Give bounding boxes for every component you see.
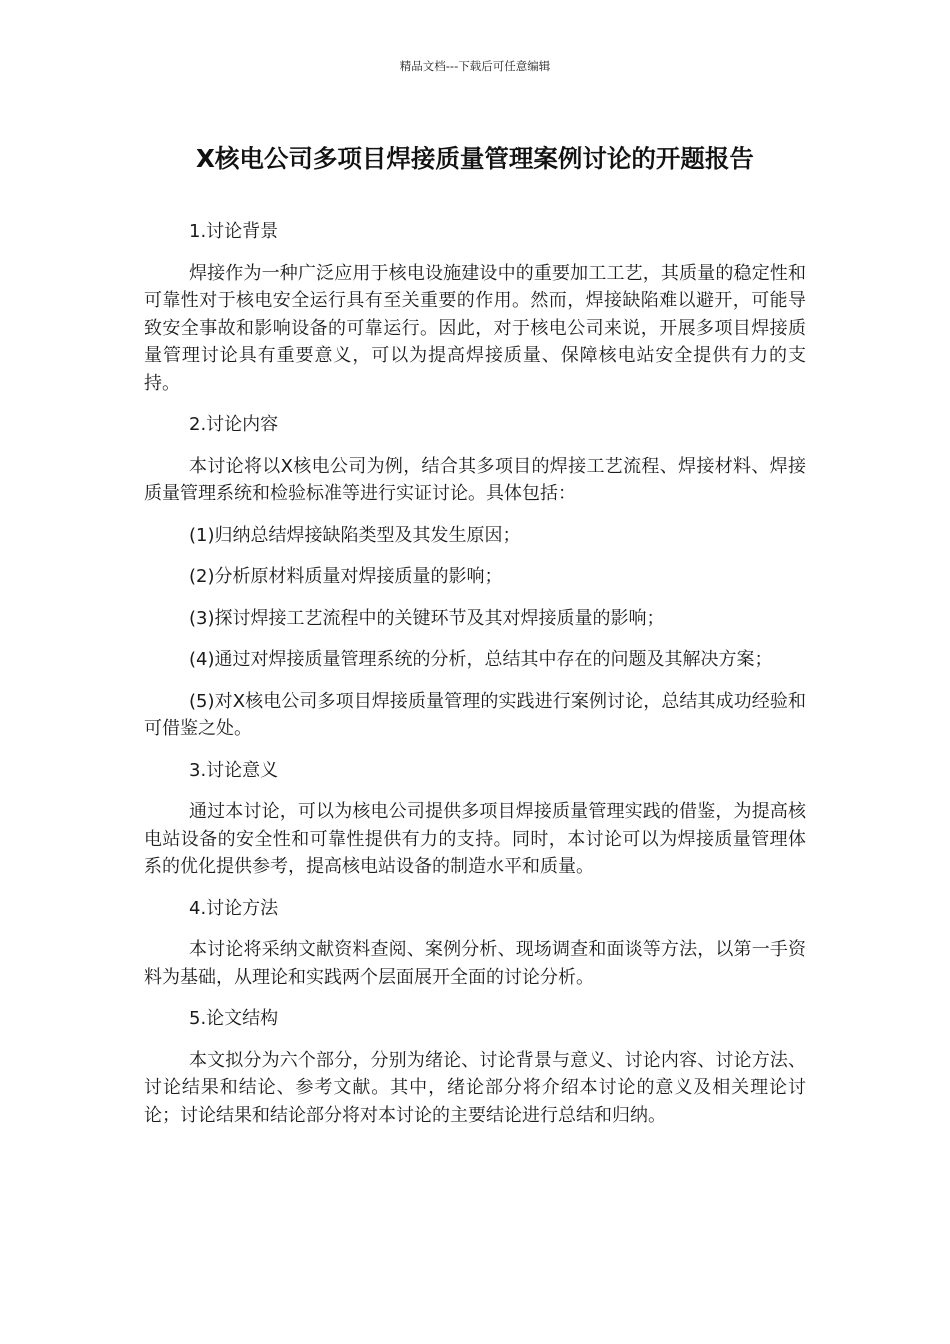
section-heading-structure: 5.论文结构 <box>189 1008 279 1029</box>
list-item-1: (1)归纳总结焊接缺陷类型及其发生原因； <box>189 524 521 546</box>
section-heading-background: 1.讨论背景 <box>189 221 279 242</box>
paragraph-method: 本讨论将采纳文献资料查阅、案例分析、现场调查和面谈等方法，以第一手资料为基础，从理论和实践两个层面展开全面的讨论分析。 <box>144 939 806 988</box>
page-header: 精品文档---下载后可任意编辑 <box>399 59 551 73</box>
paragraph-content-intro: 本讨论将以X核电公司为例，结合其多项目的焊接工艺流程、焊接材料、焊接质量管理系统和检验标准等进行实证讨论。具体包括： <box>144 455 806 504</box>
section-heading-method: 4.讨论方法 <box>189 897 279 919</box>
list-item-3: (3)探讨焊接工艺流程中的关键环节及其对焊接质量的影响； <box>189 607 665 629</box>
list-item-5: (5)对X核电公司多项目焊接质量管理的实践进行案例讨论，总结其成功经验和可借鉴之处。 <box>144 690 806 739</box>
list-item-4: (4)通过对焊接质量管理系统的分析，总结其中存在的问题及其解决方案； <box>189 649 773 670</box>
list-item-2: (2)分析原材料质量对焊接质量的影响； <box>189 566 503 587</box>
paragraph-significance: 通过本讨论，可以为核电公司提供多项目焊接质量管理实践的借鉴，为提高核电站设备的安全性和可靠性提供有力的支持。同时，本讨论可以为焊接质量管理体系的优化提供参考，提高核电站设备的制造水平和质量。 <box>144 801 806 877</box>
paragraph-structure: 本文拟分为六个部分，分别为绪论、讨论背景与意义、讨论内容、讨论方法、讨论结果和结论、参考文献。其中，绪论部分将介绍本讨论的意义及相关理论讨论；讨论结果和结论部分将对本讨论的主要结论进行总结和归纳。 <box>144 1049 806 1126</box>
document-body <box>144 218 806 1143</box>
section-heading-significance: 3.讨论意义 <box>189 759 279 781</box>
paragraph-background: 焊接作为一种广泛应用于核电设施建设中的重要加工工艺，其质量的稳定性和可靠性对于核电安全运行具有至关重要的作用。然而，焊接缺陷难以避开，可能导致安全事故和影响设备的可靠运行。因此，对于核电公司来说，开展多项目焊接质量管理讨论具有重要意义，可以为提高焊接质量、保障核电站安全提供有力的支持。 <box>144 262 806 394</box>
section-heading-content: 2.讨论内容 <box>189 414 279 435</box>
document-title: X核电公司多项目焊接质量管理案例讨论的开题报告 <box>196 144 754 173</box>
